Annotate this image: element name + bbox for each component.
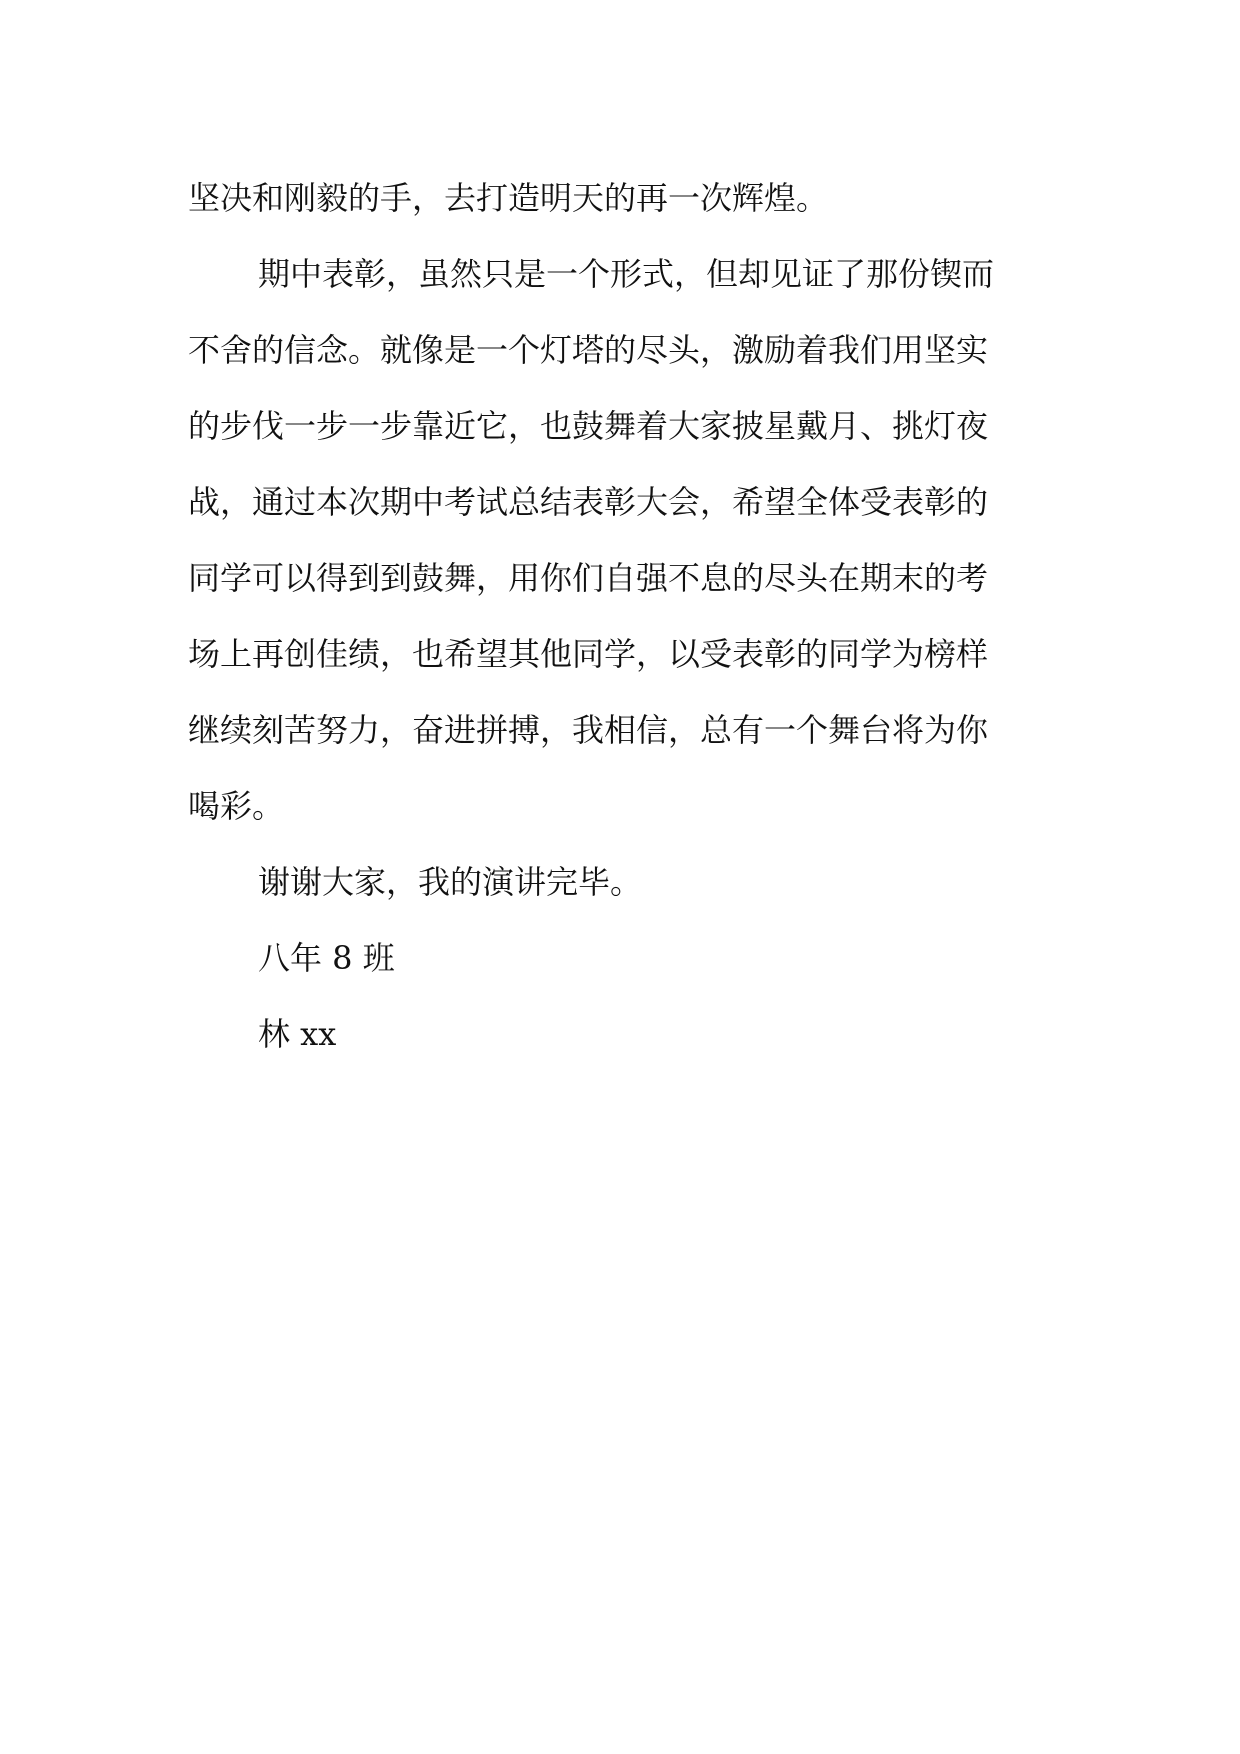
paragraph-line: 战，通过本次期中考试总结表彰大会，希望全体受表彰的 xyxy=(188,483,989,521)
paragraph-line: 期中表彰，虽然只是一个形式，但却见证了那份锲而 xyxy=(258,255,995,293)
paragraph-line: 场上再创佳绩，也希望其他同学，以受表彰的同学为榜样 xyxy=(188,635,989,673)
author-signature: 林 xx xyxy=(258,1015,337,1053)
closing-remark: 谢谢大家，我的演讲完毕。 xyxy=(258,863,643,901)
paragraph-line: 喝彩。 xyxy=(188,787,285,825)
speech-body xyxy=(188,160,1056,1072)
class-signature: 八年 8 班 xyxy=(258,939,395,977)
paragraph-line: 的步伐一步一步靠近它，也鼓舞着大家披星戴月、挑灯夜 xyxy=(188,407,989,445)
paragraph-line: 继续刻苦努力，奋进拼搏，我相信，总有一个舞台将为你 xyxy=(188,711,989,749)
paragraph-line: 同学可以得到到鼓舞，用你们自强不息的尽头在期末的考 xyxy=(188,559,989,597)
paragraph-line: 坚决和刚毅的手，去打造明天的再一次辉煌。 xyxy=(188,179,829,217)
paragraph-line: 不舍的信念。就像是一个灯塔的尽头，激励着我们用坚实 xyxy=(188,331,989,369)
